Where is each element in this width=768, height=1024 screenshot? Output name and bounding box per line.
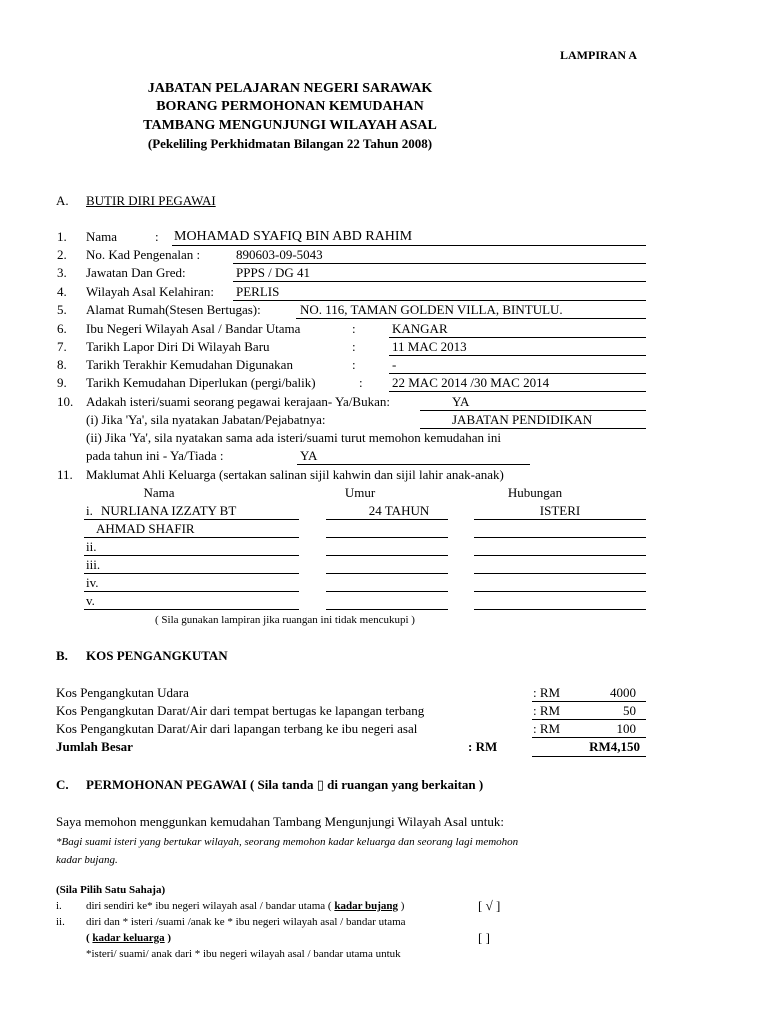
title-line-1: JABATAN PELAJARAN NEGERI SARAWAK	[147, 81, 433, 96]
q10-sub2-label-2: pada tahun ini - Ya/Tiada :	[86, 448, 224, 463]
cost-label-udara: Kos Pengangkutan Udara	[56, 685, 189, 700]
choose-one-label: (Sila Pilih Satu Sahaja)	[56, 884, 166, 896]
option-number: ii.	[56, 916, 65, 928]
lampiran-label: LAMPIRAN A	[560, 48, 637, 62]
field-number: 11.	[57, 467, 73, 482]
family-row-index: i.	[86, 503, 93, 518]
field-value-ibu-negeri[interactable]: KANGAR	[392, 321, 448, 336]
field-colon: :	[352, 321, 356, 336]
family-col-name: Nama	[143, 485, 175, 500]
field-number: 8.	[57, 357, 67, 372]
field-colon: :	[352, 357, 356, 372]
field-label-alamat: Alamat Rumah(Stesen Bertugas):	[86, 302, 261, 317]
family-row-name[interactable]: NURLIANA IZZATY BT	[101, 503, 237, 518]
cost-label-darat-1: Kos Pengangkutan Darat/Air dari tempat bertugas ke lapangan terbang	[56, 703, 425, 718]
option-2-checkbox[interactable]: [ ]	[478, 930, 490, 945]
family-row-index: iii.	[86, 557, 101, 572]
section-c-note-2: kadar bujang.	[56, 854, 118, 866]
field-value-ic[interactable]: 890603-09-5043	[236, 247, 323, 262]
field-number: 5.	[57, 302, 67, 317]
family-row-index: ii.	[86, 539, 97, 554]
option-1-checkbox[interactable]: [ √ ]	[478, 898, 501, 913]
field-label-terakhir: Tarikh Terakhir Kemudahan Digunakan	[86, 357, 293, 372]
option-2-rate: kadar keluarga	[92, 932, 165, 944]
field-value-wilayah[interactable]: PERLIS	[236, 284, 280, 299]
field-colon: :	[359, 375, 363, 390]
family-row-age[interactable]: 24 TAHUN	[368, 503, 430, 518]
field-colon: :	[155, 229, 159, 244]
option-2-rate-line	[86, 930, 171, 946]
field-value-jawatan[interactable]: PPPS / DG 41	[236, 265, 311, 280]
family-row-index: v.	[86, 593, 95, 608]
cost-label-darat-2: Kos Pengangkutan Darat/Air dari lapangan terbang ke ibu negeri asal	[56, 721, 418, 736]
field-number: 2.	[57, 247, 67, 262]
field-label-lapor-diri: Tarikh Lapor Diri Di Wilayah Baru	[86, 339, 270, 354]
field-number: 6.	[57, 321, 67, 336]
option-1-rate: kadar bujang	[334, 900, 399, 912]
field-number: 9.	[57, 375, 67, 390]
section-b-letter: B.	[56, 648, 68, 663]
field-value-lapor-diri[interactable]: 11 MAC 2013	[392, 339, 467, 354]
subtitle: (Pekeliling Perkhidmatan Bilangan 22 Tahun 2008)	[147, 136, 433, 151]
option-1-desc: diri sendiri ke* ibu negeri wilayah asal / bandar utama (	[86, 900, 332, 912]
family-note: ( Sila gunakan lampiran jika ruangan ini tidak mencukupi )	[155, 614, 415, 626]
field-label-diperlukan: Tarikh Kemudahan Diperlukan (pergi/balik)	[86, 375, 316, 390]
option-1-text	[86, 898, 404, 914]
option-footnote: *isteri/ suami/ anak dari * ibu negeri wilayah asal / bandar utama untuk	[86, 948, 401, 960]
family-row-rel[interactable]: ISTERI	[539, 503, 581, 518]
cost-currency: : RM	[533, 721, 561, 736]
q10-label: Adakah isteri/suami seorang pegawai kerajaan- Ya/Bukan:	[86, 394, 390, 409]
family-col-age: Umur	[344, 485, 376, 500]
title-line-3: TAMBANG MENGUNJUNGI WILAYAH ASAL	[143, 118, 437, 133]
section-a-letter: A.	[56, 193, 69, 208]
option-2-open: (	[86, 932, 90, 944]
field-label-nama: Nama	[86, 229, 118, 244]
title-line-2: BORANG PERMOHONAN KEMUDAHAN	[156, 99, 424, 114]
total-currency: : RM	[468, 739, 498, 754]
cost-amount-darat-2[interactable]: 100	[616, 721, 636, 736]
section-c-heading: PERMOHONAN PEGAWAI ( Sila tanda ▯ di ruangan yang berkaitan )	[86, 777, 484, 792]
field-label-jawatan: Jawatan Dan Gred:	[86, 265, 186, 280]
q10-sub1-label: (i) Jika 'Ya', sila nyatakan Jabatan/Pejabatnya:	[86, 412, 326, 427]
total-amount[interactable]: RM4,150	[589, 739, 640, 754]
field-number: 3.	[57, 265, 67, 280]
cost-amount-darat-1[interactable]: 50	[623, 703, 636, 718]
field-value-diperlukan[interactable]: 22 MAC 2014 /30 MAC 2014	[392, 375, 550, 390]
field-value-nama[interactable]: MOHAMAD SYAFIQ BIN ABD RAHIM	[174, 229, 413, 244]
field-colon: :	[352, 339, 356, 354]
section-c-intro: Saya memohon menggunkan kemudahan Tambang Mengunjungi Wilayah Asal untuk:	[56, 814, 504, 829]
family-row-index: iv.	[86, 575, 99, 590]
q10-sub2-value[interactable]: YA	[300, 448, 318, 463]
field-value-terakhir[interactable]: -	[392, 357, 397, 372]
section-a-heading: BUTIR DIRI PEGAWAI	[86, 193, 216, 208]
field-label-wilayah: Wilayah Asal Kelahiran:	[86, 284, 214, 299]
family-row-name[interactable]: AHMAD SHAFIR	[96, 521, 195, 536]
family-col-rel: Hubungan	[507, 485, 563, 500]
cost-currency: : RM	[533, 703, 561, 718]
cost-amount-udara[interactable]: 4000	[610, 685, 636, 700]
option-number: i.	[56, 900, 62, 912]
option-2-close: )	[167, 932, 172, 944]
q10-value[interactable]: YA	[452, 394, 470, 409]
option-2-text: diri dan * isteri /suami /anak ke * ibu negeri wilayah asal / bandar utama	[86, 916, 406, 928]
field-value-alamat[interactable]: NO. 116, TAMAN GOLDEN VILLA, BINTULU.	[300, 302, 563, 317]
section-b-heading: KOS PENGANGKUTAN	[86, 648, 228, 663]
cost-currency: : RM	[533, 685, 561, 700]
field-number: 4.	[57, 284, 67, 299]
section-c-note-1: *Bagi suami isteri yang bertukar wilayah, seorang memohon kadar keluarga dan seorang lagi memohon	[56, 836, 519, 848]
field-number: 7.	[57, 339, 67, 354]
option-1-close: )	[400, 900, 405, 912]
field-number: 10.	[57, 394, 74, 409]
field-label-ic: No. Kad Pengenalan :	[86, 247, 201, 262]
q10-sub1-value[interactable]: JABATAN PENDIDIKAN	[452, 412, 593, 427]
q10-sub2-label: (ii) Jika 'Ya', sila nyatakan sama ada isteri/suami turut memohon kemudahan ini	[86, 430, 501, 445]
q11-label: Maklumat Ahli Keluarga (sertakan salinan sijil kahwin dan sijil lahir anak-anak)	[86, 467, 504, 482]
field-label-ibu-negeri: Ibu Negeri Wilayah Asal / Bandar Utama	[86, 321, 301, 336]
section-c-letter: C.	[56, 777, 69, 792]
field-number: 1.	[57, 229, 67, 244]
total-label: Jumlah Besar	[56, 739, 133, 754]
